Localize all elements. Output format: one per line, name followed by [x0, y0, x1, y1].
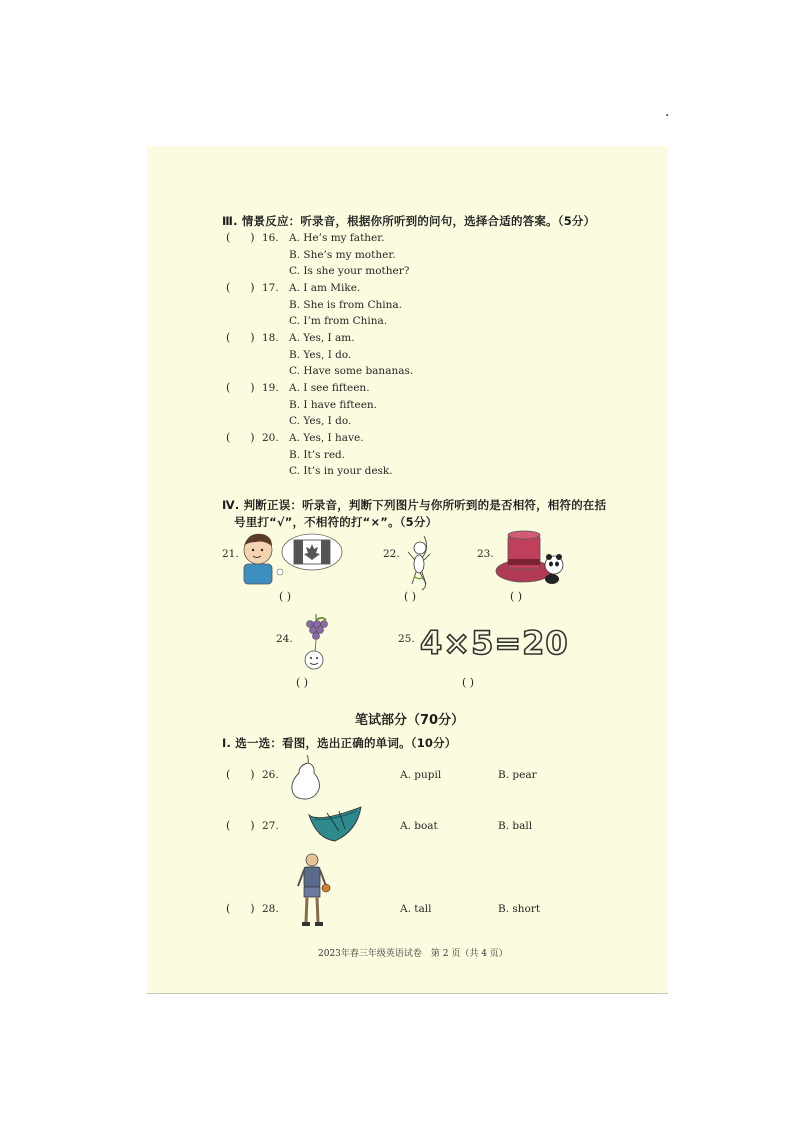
tall-basketball-player-picture	[293, 852, 331, 928]
q19-option-c: C. Yes, I do.	[289, 415, 352, 428]
item25-number: 25.	[398, 633, 415, 645]
written-section-title: 笔试部分（70分）	[355, 713, 465, 728]
q28-option-a: A. tall	[400, 903, 432, 915]
q27-option-a: A. boat	[400, 820, 438, 832]
q18-option-c: C. Have some bananas.	[289, 365, 414, 378]
q18-parens[interactable]: ( )	[226, 331, 255, 344]
grapes-and-face-picture	[298, 614, 332, 672]
q18-option-b: B. Yes, I do.	[289, 348, 352, 361]
q19-parens[interactable]: ( )	[226, 381, 255, 394]
section4-heading-line1: Ⅳ. 判断正误：听录音，判断下列图片与你所听到的是否相符，相符的在括	[222, 498, 607, 512]
boat-picture	[305, 801, 365, 845]
monkey-on-vine-picture	[404, 534, 438, 590]
item22-number: 22.	[383, 548, 400, 560]
q20-option-a: A. Yes, I have.	[289, 432, 364, 444]
paper-edge	[147, 993, 668, 994]
boy-with-canada-flag-picture	[238, 530, 348, 588]
q16-number: 16.	[262, 232, 279, 244]
q17-option-a: A. I am Mike.	[289, 282, 361, 294]
section3-heading: Ⅲ. 情景反应：听录音，根据你所听到的问句，选择合适的答案。（5分）	[222, 214, 596, 228]
q17-parens[interactable]: ( )	[226, 281, 255, 294]
q27-parens[interactable]: ( )	[226, 819, 255, 832]
q26-option-a: A. pupil	[400, 769, 442, 781]
q19-number: 19.	[262, 382, 279, 394]
item24-answer[interactable]: ( )	[296, 676, 309, 689]
q20-parens[interactable]: ( )	[226, 431, 255, 444]
q26-number: 26.	[262, 769, 279, 781]
q17-option-c: C. I’m from China.	[289, 315, 388, 328]
q20-option-c: C. It’s in your desk.	[289, 465, 393, 478]
q20-option-b: B. It’s red.	[289, 448, 346, 461]
pear-picture	[289, 753, 323, 801]
written-section1-heading: Ⅰ. 选一选：看图，选出正确的单词。（10分）	[222, 736, 457, 750]
q17-option-b: B. She is from China.	[289, 298, 403, 311]
item21-answer[interactable]: ( )	[279, 590, 292, 603]
q28-parens[interactable]: ( )	[226, 902, 255, 915]
q28-number: 28.	[262, 903, 279, 915]
q27-option-b: B. ball	[498, 820, 533, 832]
q16-option-b: B. She’s my mother.	[289, 248, 396, 261]
q20-number: 20.	[262, 432, 279, 444]
q18-option-a: A. Yes, I am.	[289, 332, 355, 344]
item23-answer[interactable]: ( )	[510, 590, 523, 603]
q26-option-b: B. pear	[498, 769, 537, 781]
math-equation-picture	[418, 622, 569, 662]
item21-number: 21.	[222, 548, 239, 560]
q27-number: 27.	[262, 820, 279, 832]
page-footer: 2023年春三年级英语试卷 第 2 页（共 4 页）	[318, 949, 508, 959]
q19-option-b: B. I have fifteen.	[289, 398, 378, 411]
q17-number: 17.	[262, 282, 279, 294]
section4-heading-line2: 号里打“√”，不相符的打“×”。（5分）	[234, 515, 438, 529]
q26-parens[interactable]: ( )	[226, 768, 255, 781]
q16-parens[interactable]: ( )	[226, 231, 255, 244]
equation-text: 4×5=20	[420, 624, 569, 662]
q28-option-b: B. short	[498, 903, 541, 915]
item24-number: 24.	[276, 633, 293, 645]
q16-option-c: C. Is she your mother?	[289, 265, 410, 278]
item23-number: 23.	[477, 548, 494, 560]
item25-answer[interactable]: ( )	[462, 676, 475, 689]
q19-option-a: A. I see fifteen.	[289, 382, 370, 394]
panda-in-big-hat-picture	[494, 527, 566, 587]
q16-option-a: A. He’s my father.	[289, 232, 385, 244]
item22-answer[interactable]: ( )	[404, 590, 417, 603]
q18-number: 18.	[262, 332, 279, 344]
corner-mark: ·	[665, 108, 670, 124]
